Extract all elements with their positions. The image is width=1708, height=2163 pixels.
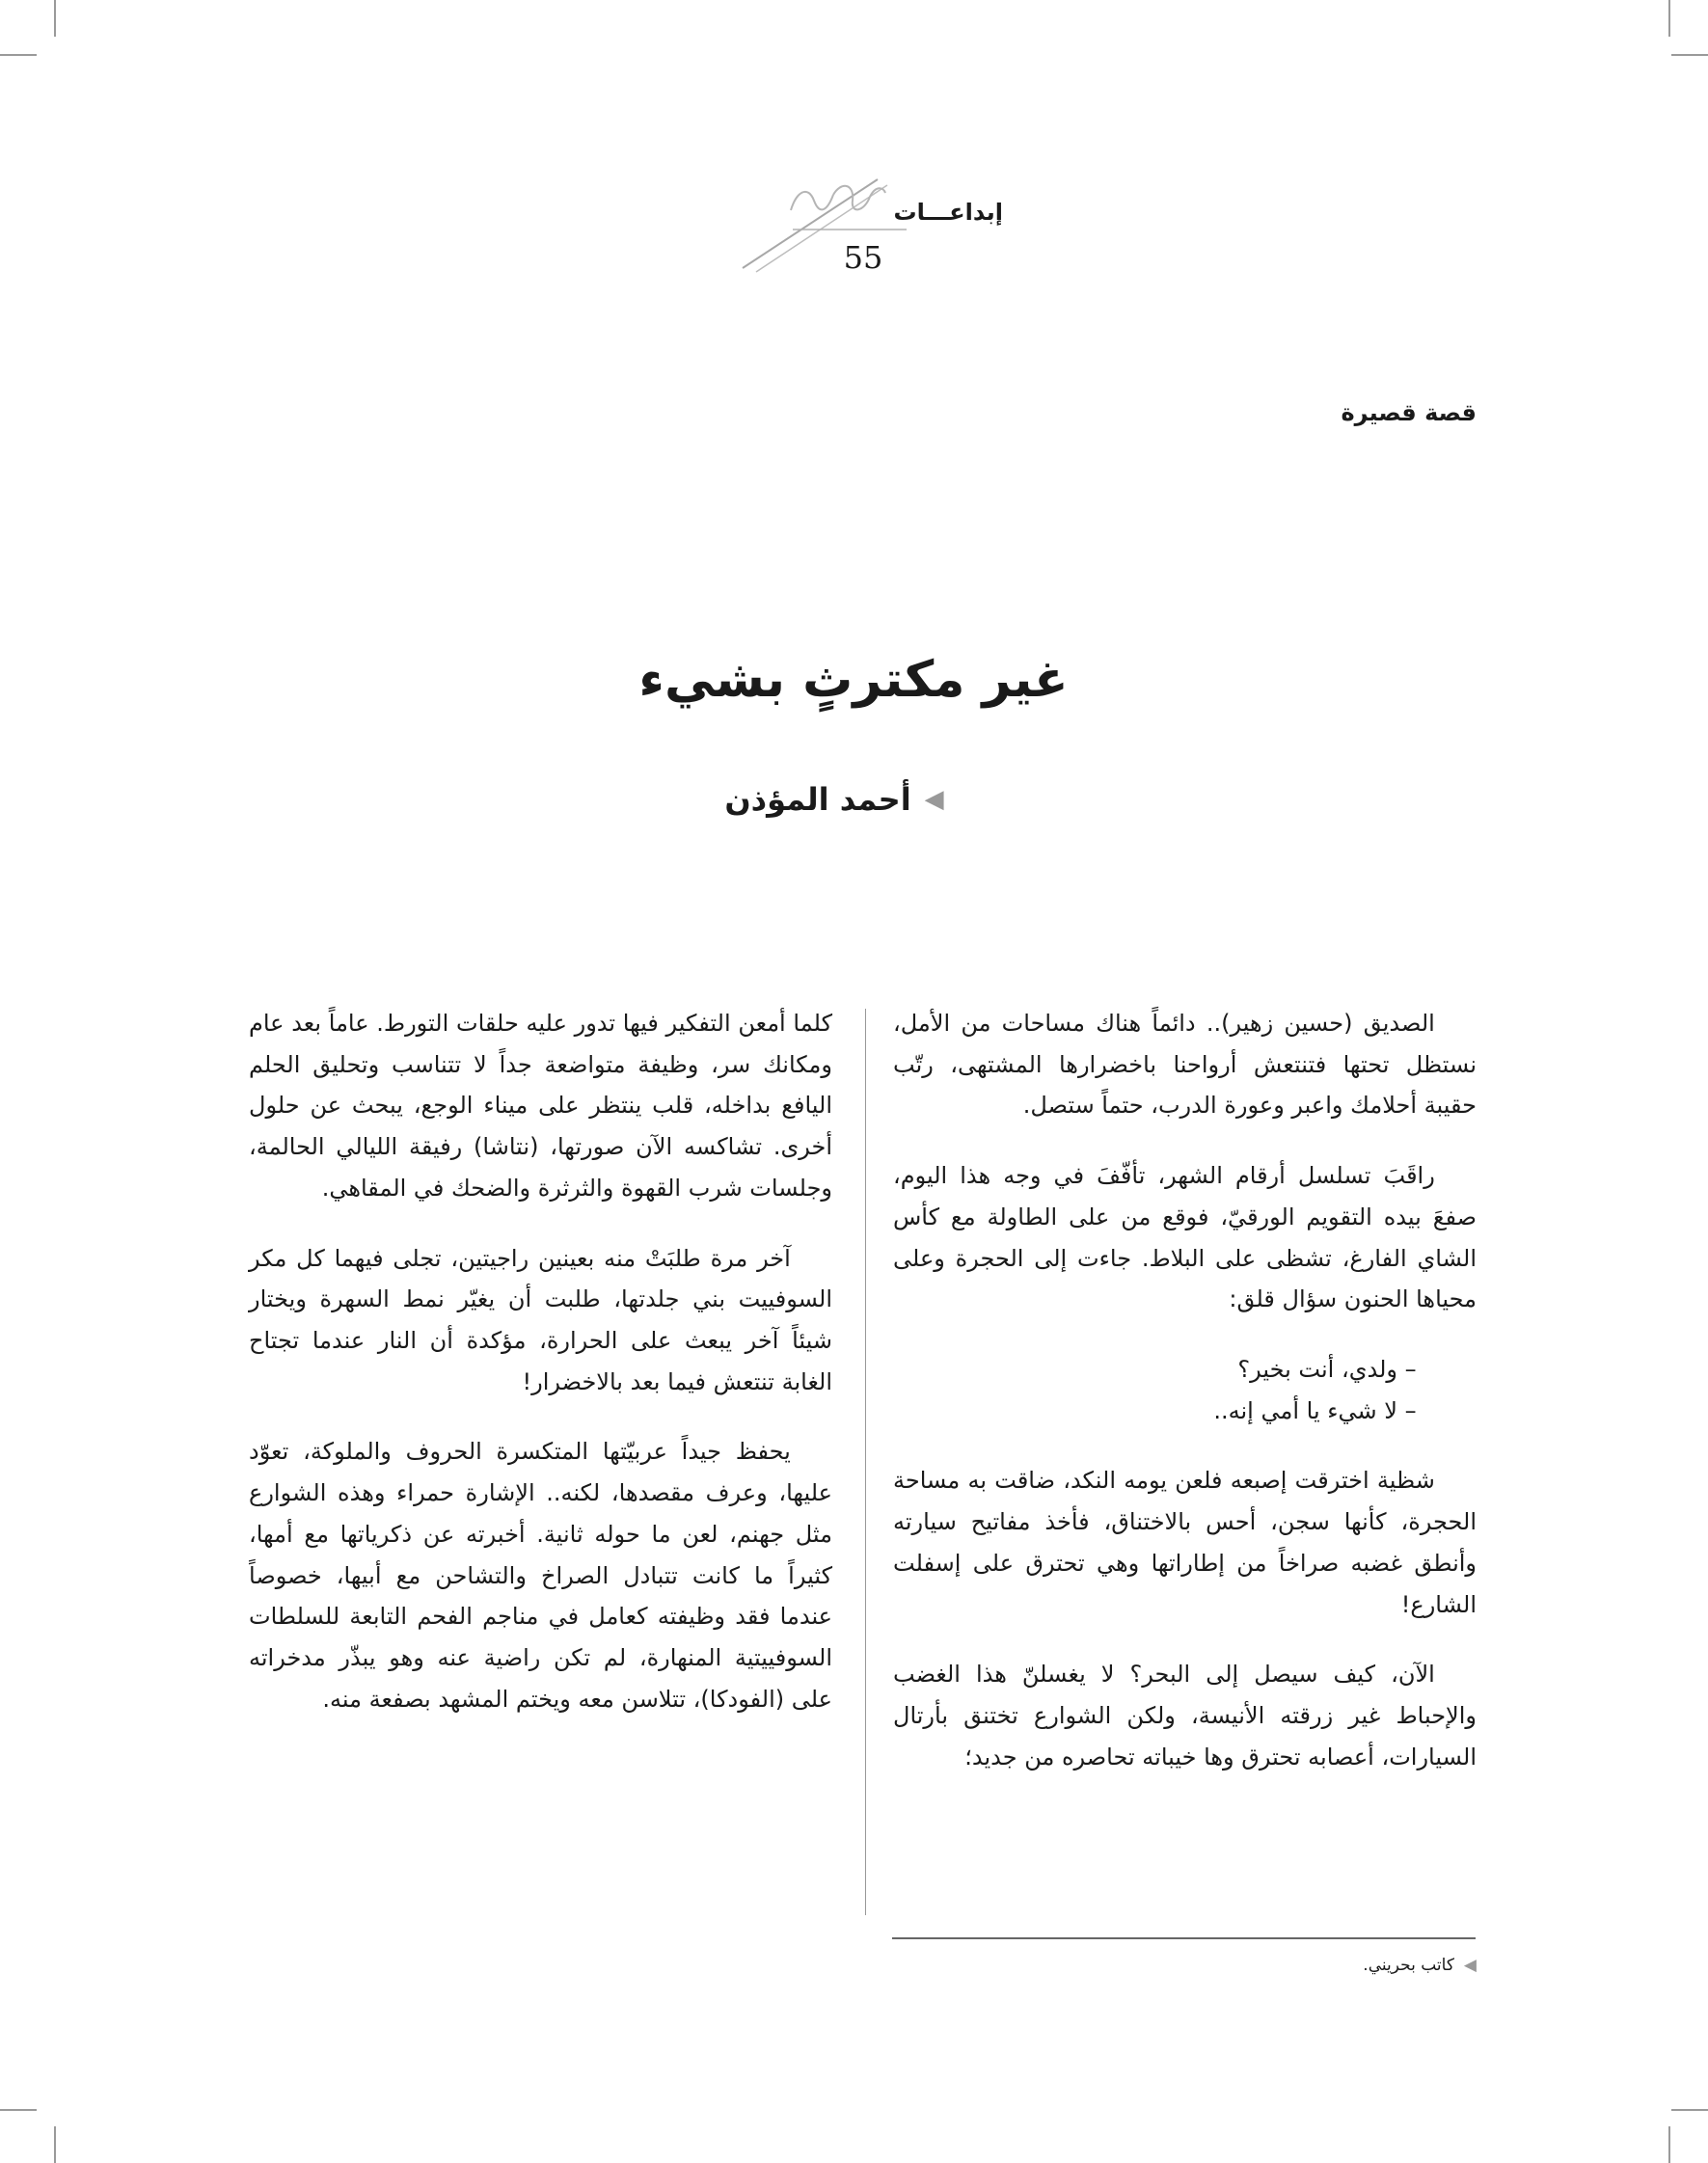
paragraph: آخر مرة طلبَتْ منه بعينين راجيتين، تجلى فيهما كل مكر السوفييت بني جلدتها، طلبت أن يغيّر نمط السهرة ويختار شيئاً آخر يبعث على الحرارة، مؤكدة أن النار عندما تجتاح الغابة تنتعش فيما بعد بالاخضرار! bbox=[249, 1244, 832, 1395]
story-title: غير مكترثٍ بشيء bbox=[638, 651, 1069, 709]
crop-mark-top-left-vertical bbox=[54, 0, 56, 37]
crop-mark-top-right-vertical bbox=[1668, 0, 1670, 37]
crop-mark-bottom-left-vertical bbox=[54, 2126, 56, 2163]
section-header-title: إبداعـــات bbox=[893, 199, 1003, 226]
paragraph: راقَبَ تسلسل أرقام الشهر، تأفّفَ في وجه هذا اليوم، صفعَ بيده التقويم الورقيّ، فوقع من على الطاولة مع كأس الشاي الفارغ، تشظى على البلاط. جاءت إلى الحجرة وعلى محياها الحنون سؤال قلق: bbox=[893, 1162, 1477, 1313]
author-byline bbox=[675, 781, 993, 818]
paragraph: كلما أمعن التفكير فيها تدور عليه حلقات التورط. عاماً بعد عام ومكانك سر، وظيفة متواضعة جداً لا تتناسب وتحليق الحلم اليافع بداخله، قلب ينتظر على ميناء الوجع، يبحث عن حلول أخرى. تشاكسه الآن صورتها، (نتاشا) رفيقة الليالي الحالمة، وجلسات شرب القهوة والثرثرة والضحك في المقاهي. bbox=[249, 1010, 832, 1202]
crop-mark-bottom-left-horizontal bbox=[0, 2109, 37, 2111]
dialogue-line: – لا شيء يا أمي إنه.. bbox=[1213, 1396, 1417, 1424]
left-column bbox=[249, 1003, 832, 1749]
footnote-text: كاتب بحريني. bbox=[1363, 1956, 1454, 1975]
paragraph: الصديق (حسين زهير).. دائماً هناك مساحات من الأمل، نستظل تحتها فتنتعش أرواحنا باخضرارها المشتهى، رتّب حقيبة أحلامك واعبر وعورة الدرب، حتماً ستصل. bbox=[893, 1010, 1477, 1120]
footnote-rule bbox=[892, 1937, 1476, 1939]
paragraph: شظية اخترقت إصبعه فلعن يومه النكد، ضاقت به مساحة الحجرة، كأنها سجن، أحس بالاختناق، فأخذ مفاتيح سيارته وأنطق غضبه صراخاً من إطاراتها وهي تحترق على إسفلت الشارع! bbox=[893, 1467, 1477, 1618]
crop-mark-bottom-right-horizontal bbox=[1671, 2109, 1708, 2111]
crop-mark-top-right-horizontal bbox=[1671, 54, 1708, 56]
dialogue-line: – ولدي، أنت بخير؟ bbox=[1237, 1356, 1417, 1384]
section-label: قصة قصيرة bbox=[1341, 399, 1477, 426]
triangle-bullet-icon: ◀ bbox=[1463, 1956, 1477, 1975]
crop-mark-top-left-horizontal bbox=[0, 54, 37, 56]
paragraph: الآن، كيف سيصل إلى البحر؟ لا يغسلنّ هذا الغضب والإحباط غير زرقته الأنيسة، ولكن الشوارع تختنق بأرتال السيارات، أعصابه تحترق وها خيباته تحاصره من جديد؛ bbox=[893, 1661, 1477, 1771]
right-column bbox=[893, 1003, 1477, 1807]
author-name: أحمد المؤذن bbox=[724, 781, 911, 818]
paragraph: يحفظ جيداً عربيّتها المتكسرة الحروف والملوكة، تعوّد عليها، وعرف مقصدها، لكنه.. الإشارة حمراء وهذه الشوارع مثل جهنم، لعن ما حوله ثانية. أخبرته عن ذكرياتها مع أمها، كثيراً ما كانت تتبادل الصراخ والتشاحن مع أبيها، خصوصاً عندما فقد وظيفته كعامل في مناجم الفحم التابعة للسلطات السوفييتية المنهارة، لم تكن راضية عنه وهو يبذّر مدخراته على (الفودكا)، تتلاسن معه ويختم المشهد بصفعة منه. bbox=[249, 1438, 832, 1713]
column-divider bbox=[865, 1009, 866, 1915]
triangle-bullet-icon: ◀ bbox=[924, 785, 944, 814]
footnote bbox=[1363, 1956, 1477, 1975]
crop-mark-bottom-right-vertical bbox=[1668, 2126, 1670, 2163]
page-number: 55 bbox=[843, 239, 883, 276]
